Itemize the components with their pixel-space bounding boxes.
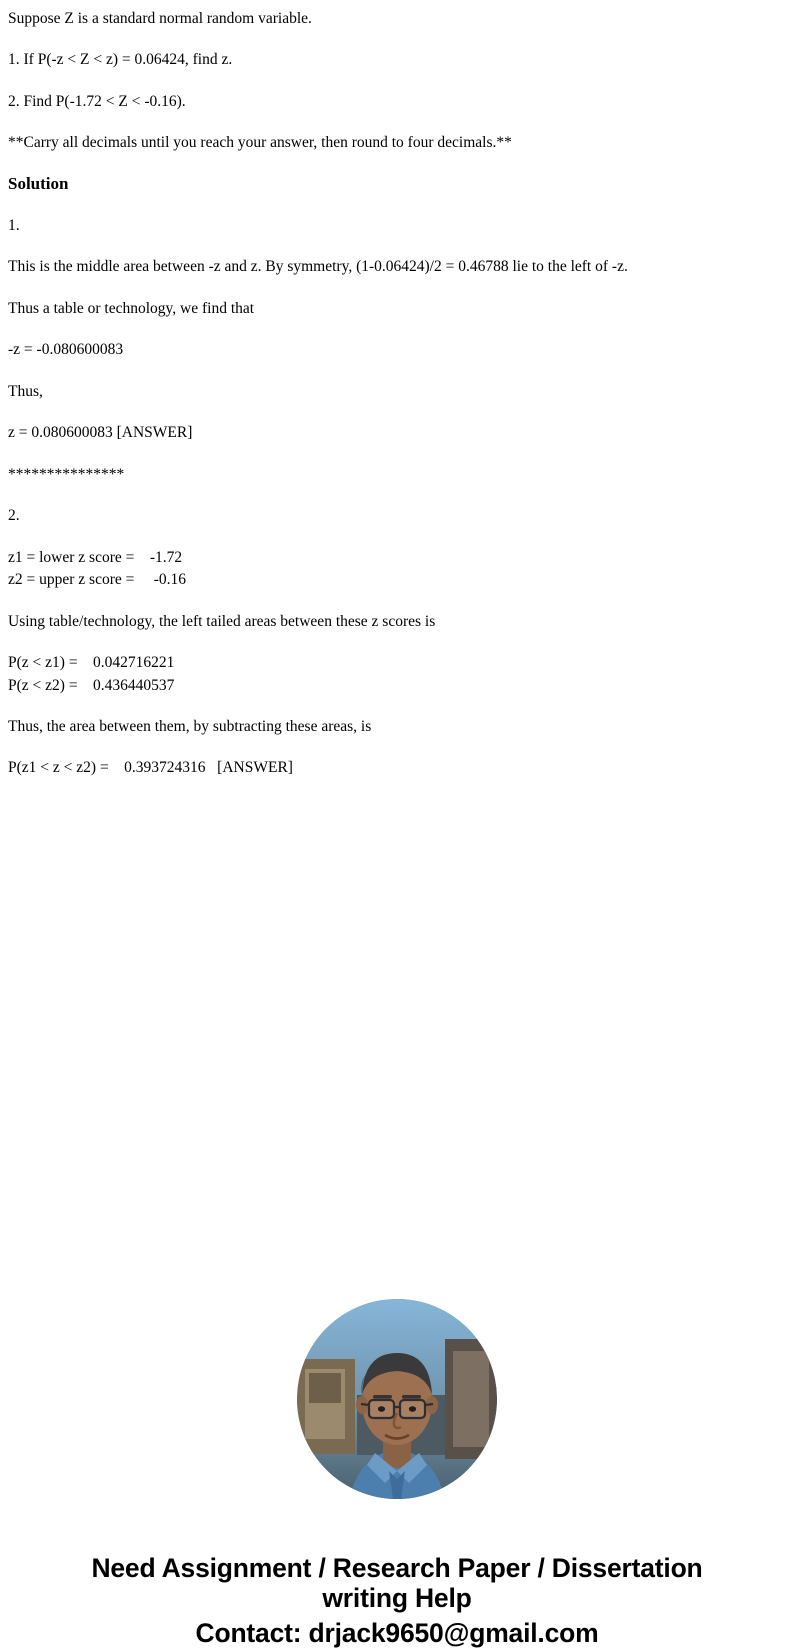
part-1-answer: z = 0.080600083 [ANSWER]: [8, 424, 193, 442]
section-divider: ***************: [8, 465, 125, 483]
rounding-note: **Carry all decimals until you reach your answer, then round to four decimals.**: [8, 134, 512, 152]
part-1-line-1: This is the middle area between -z and z. By symmetry, (1-0.06424)/2 = 0.46788 lie to the left of -z.: [8, 258, 628, 276]
blank-space: [0, 799, 794, 1299]
intro-paragraph: Suppose Z is a standard normal random variable.: [8, 10, 312, 27]
footer-line-1: Need Assignment / Research Paper / Dissertation: [91, 1552, 703, 1583]
part-1-label: 1.: [8, 216, 20, 234]
part-2-z2: z2 = upper z score = -0.16: [8, 571, 187, 589]
part-2-answer: P(z1 < z < z2) = 0.393724316 [ANSWER]: [8, 759, 293, 777]
part-2-line-1: Using table/technology, the left tailed areas between these z scores is: [8, 612, 436, 630]
avatar-container: [0, 1299, 794, 1499]
part-2-prob-z1: P(z < z1) = 0.042716221: [8, 654, 175, 672]
profile-photo-icon: [297, 1299, 497, 1499]
part-1-line-4: Thus,: [8, 382, 43, 400]
footer-line-2: writing Help: [322, 1583, 472, 1614]
solution-heading: Solution: [8, 173, 69, 193]
footer-contact: [0, 1553, 794, 1648]
part-2-z1: z1 = lower z score = -1.72: [8, 548, 183, 566]
question-2: 2. Find P(-1.72 < Z < -0.16).: [8, 92, 186, 110]
avatar: [297, 1299, 497, 1499]
question-1: 1. If P(-z < Z < z) = 0.06424, find z.: [8, 51, 233, 69]
part-1-line-2: Thus a table or technology, we find that: [8, 299, 255, 317]
part-1-line-3: -z = -0.080600083: [8, 341, 124, 359]
part-2-prob-z2: P(z < z2) = 0.436440537: [8, 676, 175, 694]
document-body: [0, 0, 794, 780]
part-2-label: 2.: [8, 507, 20, 525]
part-2-line-2: Thus, the area between them, by subtracting these areas, is: [8, 717, 372, 735]
footer-contact-email: Contact: drjack9650@gmail.com: [195, 1617, 599, 1648]
